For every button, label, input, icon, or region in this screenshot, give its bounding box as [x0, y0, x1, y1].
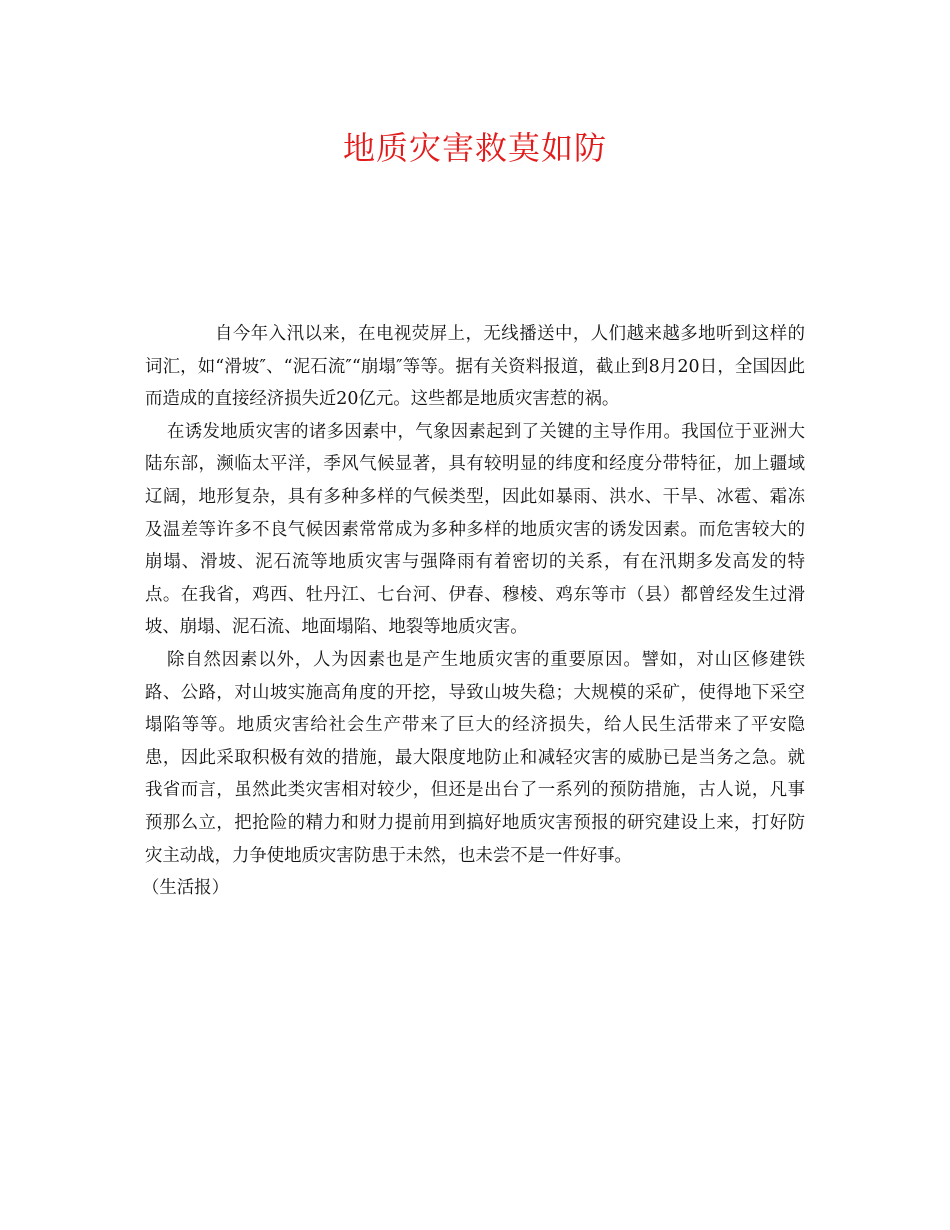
paragraph-human-factors: 除自然因素以外，人为因素也是产生地质灾害的重要原因。譬如，对山区修建铁路、公路，对山坡实施高角度的开挖，导致山坡失稳；大规模的采矿，使得地下采空塌陷等等。地质灾害给社会生产带来了巨大的经济损失，给人民生活带来了平安隐患，因此采取积极有效的措施，最大限度地防止和减轻灾害的威胁已是当务之急。就我省而言，虽然此类灾害相对较少，但还是出台了一系列的预防措施，古人说，凡事预那么立，把抢险的精力和财力提前用到搞好地质灾害预报的研究建设上来，打好防灾主动战，力争使地质灾害防患于未然，也未尝不是一件好事。: [145, 649, 805, 866]
page-title: 地质灾害救莫如防: [342, 129, 607, 167]
paragraph-intro: 自今年入汛以来，在电视荧屏上，无线播送中，人们越来越多地听到这样的词汇，如“滑坡″、“泥石流″“崩塌″等等。据有关资料报道，截止到8月20日，全国因此而造成的直接经济损失近20亿元。这些都是地质灾害惹的祸。: [145, 324, 805, 410]
paragraph-weather-factors: 在诱发地质灾害的诸多因素中，气象因素起到了关键的主导作用。我国位于亚洲大陆东部，濒临太平洋，季风气候显著，具有较明显的纬度和经度分带特征，加上疆域辽阔，地形复杂，具有多种多样的气候类型，因此如暴雨、洪水、干旱、冰雹、霜冻及温差等许多不良气候因素常常成为多种多样的地质灾害的诱发因素。而危害较大的崩塌、滑坡、泥石流等地质灾害与强降雨有着密切的关系，有在汛期多发高发的特点。在我省，鸡西、牡丹江、七台河、伊春、穆棱、鸡东等市（县）都曾经发生过滑坡、崩塌、泥石流、地面塌陷、地裂等地质灾害。: [145, 421, 805, 638]
source-attribution: （生活报）: [142, 878, 229, 899]
article-body: [142, 318, 805, 905]
